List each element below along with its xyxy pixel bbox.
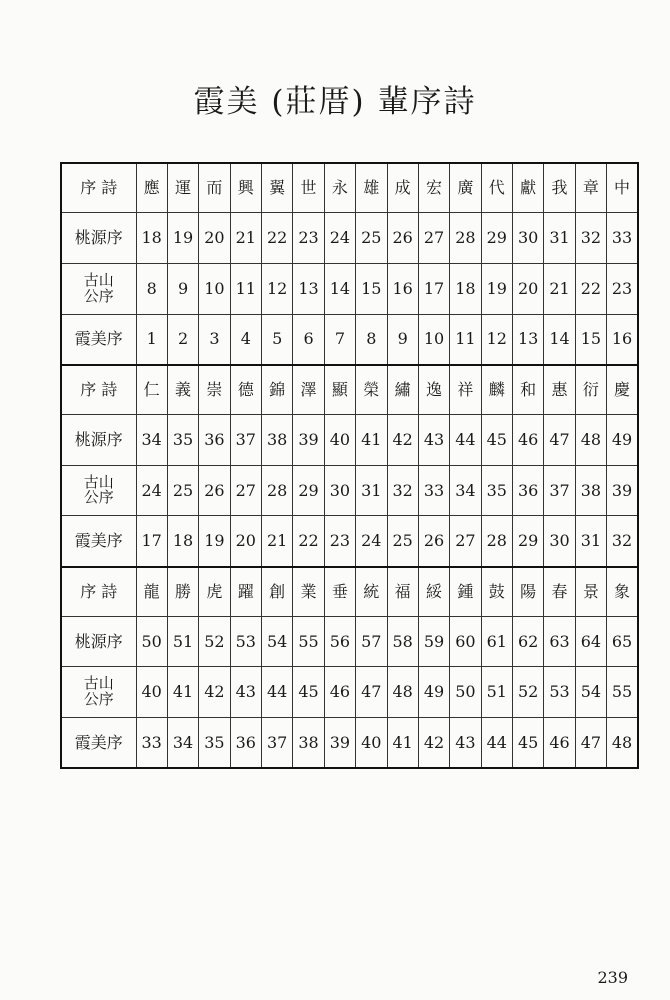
- generation-number-cell: 46: [513, 414, 544, 465]
- poem-character-cell: 惠: [544, 365, 575, 415]
- generation-number-cell: 25: [167, 465, 198, 516]
- poem-character-cell: 躍: [230, 567, 261, 617]
- poem-character-cell: 宏: [418, 163, 449, 213]
- generation-number-cell: 8: [136, 263, 167, 314]
- row-label: 霞美序: [61, 718, 136, 769]
- generation-number-cell: 35: [481, 465, 512, 516]
- generation-number-cell: 24: [324, 213, 355, 264]
- poem-character-cell: 繡: [387, 365, 418, 415]
- poem-character-cell: 業: [293, 567, 324, 617]
- poem-character-cell: 勝: [167, 567, 198, 617]
- generation-number-cell: 11: [230, 263, 261, 314]
- poem-character-cell: 世: [293, 163, 324, 213]
- generation-number-cell: 32: [607, 516, 638, 567]
- generation-number-cell: 55: [293, 616, 324, 667]
- generation-number-cell: 14: [544, 314, 575, 365]
- generation-number-cell: 50: [450, 667, 481, 718]
- generation-number-cell: 51: [481, 667, 512, 718]
- generation-number-cell: 52: [513, 667, 544, 718]
- generation-number-cell: 30: [324, 465, 355, 516]
- generation-number-cell: 28: [262, 465, 293, 516]
- poem-character-cell: 代: [481, 163, 512, 213]
- poem-character-cell: 和: [513, 365, 544, 415]
- generation-number-cell: 23: [293, 213, 324, 264]
- poem-character-cell: 廣: [450, 163, 481, 213]
- row-label: 桃源序: [61, 414, 136, 465]
- generation-number-cell: 18: [167, 516, 198, 567]
- row-label: 霞美序: [61, 516, 136, 567]
- generation-number-cell: 58: [387, 616, 418, 667]
- generation-number-cell: 9: [167, 263, 198, 314]
- generation-number-cell: 6: [293, 314, 324, 365]
- generation-number-cell: 17: [418, 263, 449, 314]
- generation-number-cell: 42: [199, 667, 230, 718]
- generation-number-cell: 47: [356, 667, 387, 718]
- poem-character-cell: 垂: [324, 567, 355, 617]
- poem-character-cell: 而: [199, 163, 230, 213]
- row-label: 序 詩: [61, 163, 136, 213]
- generation-number-cell: 25: [356, 213, 387, 264]
- generation-number-cell: 44: [450, 414, 481, 465]
- poem-character-cell: 獻: [513, 163, 544, 213]
- generation-number-cell: 42: [387, 414, 418, 465]
- generation-number-cell: 1: [136, 314, 167, 365]
- generation-number-cell: 38: [262, 414, 293, 465]
- generation-number-cell: 28: [481, 516, 512, 567]
- generation-number-cell: 21: [262, 516, 293, 567]
- generation-number-cell: 65: [607, 616, 638, 667]
- generation-number-cell: 34: [167, 718, 198, 769]
- poem-character-cell: 我: [544, 163, 575, 213]
- generation-number-cell: 10: [418, 314, 449, 365]
- generation-number-cell: 7: [324, 314, 355, 365]
- generation-number-cell: 5: [262, 314, 293, 365]
- generation-number-cell: 44: [481, 718, 512, 769]
- generation-number-cell: 3: [199, 314, 230, 365]
- poem-character-cell: 鼓: [481, 567, 512, 617]
- taoyuan-order-row: [61, 414, 638, 465]
- generation-number-cell: 41: [387, 718, 418, 769]
- poem-character-cell: 錦: [262, 365, 293, 415]
- page-number: 239: [597, 968, 628, 987]
- generation-number-cell: 47: [544, 414, 575, 465]
- generation-number-cell: 42: [418, 718, 449, 769]
- generation-number-cell: 61: [481, 616, 512, 667]
- poem-character-cell: 德: [230, 365, 261, 415]
- generation-number-cell: 31: [575, 516, 606, 567]
- generation-number-cell: 23: [324, 516, 355, 567]
- generation-number-cell: 12: [481, 314, 512, 365]
- poem-character-cell: 創: [262, 567, 293, 617]
- generation-number-cell: 27: [450, 516, 481, 567]
- generation-number-cell: 43: [450, 718, 481, 769]
- generation-number-cell: 33: [136, 718, 167, 769]
- generation-number-cell: 39: [324, 718, 355, 769]
- row-label: 序 詩: [61, 365, 136, 415]
- poem-character-cell: 逸: [418, 365, 449, 415]
- generation-number-cell: 55: [607, 667, 638, 718]
- generation-number-cell: 45: [293, 667, 324, 718]
- generation-number-cell: 43: [418, 414, 449, 465]
- generation-number-cell: 30: [513, 213, 544, 264]
- gushan-order-row: [61, 667, 638, 718]
- gushan-order-row: [61, 263, 638, 314]
- generation-number-cell: 15: [356, 263, 387, 314]
- generation-number-cell: 20: [230, 516, 261, 567]
- generation-number-cell: 29: [293, 465, 324, 516]
- generation-number-cell: 29: [513, 516, 544, 567]
- poem-character-cell: 榮: [356, 365, 387, 415]
- generation-number-cell: 32: [387, 465, 418, 516]
- generation-number-cell: 18: [136, 213, 167, 264]
- generation-number-cell: 47: [575, 718, 606, 769]
- generation-number-cell: 53: [544, 667, 575, 718]
- poem-character-cell: 雄: [356, 163, 387, 213]
- generation-number-cell: 41: [356, 414, 387, 465]
- generation-number-cell: 48: [575, 414, 606, 465]
- generation-number-cell: 19: [199, 516, 230, 567]
- generation-number-cell: 40: [356, 718, 387, 769]
- generation-number-cell: 45: [481, 414, 512, 465]
- generation-number-cell: 38: [575, 465, 606, 516]
- generation-number-cell: 34: [450, 465, 481, 516]
- generation-number-cell: 48: [387, 667, 418, 718]
- generation-number-cell: 27: [230, 465, 261, 516]
- generation-number-cell: 52: [199, 616, 230, 667]
- generation-number-cell: 23: [607, 263, 638, 314]
- row-label: 古山 公序: [61, 263, 136, 314]
- generation-number-cell: 28: [450, 213, 481, 264]
- poem-character-cell: 興: [230, 163, 261, 213]
- poem-character-cell: 衍: [575, 365, 606, 415]
- generation-number-cell: 29: [481, 213, 512, 264]
- row-label: 桃源序: [61, 616, 136, 667]
- generation-number-cell: 16: [387, 263, 418, 314]
- generation-number-cell: 8: [356, 314, 387, 365]
- generation-number-cell: 22: [262, 213, 293, 264]
- generation-poem-table: [60, 162, 639, 769]
- taoyuan-order-row: [61, 616, 638, 667]
- generation-number-cell: 38: [293, 718, 324, 769]
- generation-number-cell: 62: [513, 616, 544, 667]
- generation-number-cell: 25: [387, 516, 418, 567]
- poem-character-cell: 麟: [481, 365, 512, 415]
- generation-number-cell: 26: [387, 213, 418, 264]
- generation-number-cell: 30: [544, 516, 575, 567]
- generation-number-cell: 19: [167, 213, 198, 264]
- poem-character-cell: 春: [544, 567, 575, 617]
- generation-number-cell: 56: [324, 616, 355, 667]
- generation-number-cell: 14: [324, 263, 355, 314]
- poem-character-cell: 中: [607, 163, 638, 213]
- poem-character-cell: 虎: [199, 567, 230, 617]
- generation-number-cell: 17: [136, 516, 167, 567]
- generation-number-cell: 37: [230, 414, 261, 465]
- generation-number-cell: 24: [356, 516, 387, 567]
- generation-number-cell: 64: [575, 616, 606, 667]
- generation-number-cell: 26: [199, 465, 230, 516]
- generation-number-cell: 33: [607, 213, 638, 264]
- generation-number-cell: 44: [262, 667, 293, 718]
- poem-row: [61, 365, 638, 415]
- generation-number-cell: 24: [136, 465, 167, 516]
- generation-number-cell: 48: [607, 718, 638, 769]
- generation-number-cell: 21: [544, 263, 575, 314]
- generation-number-cell: 2: [167, 314, 198, 365]
- generation-number-cell: 63: [544, 616, 575, 667]
- generation-number-cell: 37: [262, 718, 293, 769]
- generation-number-cell: 40: [136, 667, 167, 718]
- poem-character-cell: 福: [387, 567, 418, 617]
- row-label: 桃源序: [61, 213, 136, 264]
- generation-number-cell: 27: [418, 213, 449, 264]
- page-title: 霞美 (莊厝) 輩序詩: [193, 84, 477, 120]
- poem-character-cell: 象: [607, 567, 638, 617]
- generation-number-cell: 19: [481, 263, 512, 314]
- poem-character-cell: 慶: [607, 365, 638, 415]
- xiamei-order-row: [61, 516, 638, 567]
- taoyuan-order-row: [61, 213, 638, 264]
- poem-character-cell: 澤: [293, 365, 324, 415]
- generation-number-cell: 33: [418, 465, 449, 516]
- generation-number-cell: 31: [544, 213, 575, 264]
- generation-number-cell: 13: [293, 263, 324, 314]
- generation-number-cell: 22: [575, 263, 606, 314]
- generation-number-cell: 13: [513, 314, 544, 365]
- generation-number-cell: 21: [230, 213, 261, 264]
- generation-number-cell: 57: [356, 616, 387, 667]
- row-label: 古山 公序: [61, 667, 136, 718]
- generation-number-cell: 22: [293, 516, 324, 567]
- generation-number-cell: 37: [544, 465, 575, 516]
- generation-number-cell: 54: [575, 667, 606, 718]
- generation-number-cell: 18: [450, 263, 481, 314]
- xiamei-order-row: [61, 718, 638, 769]
- generation-number-cell: 35: [199, 718, 230, 769]
- generation-number-cell: 15: [575, 314, 606, 365]
- generation-number-cell: 26: [418, 516, 449, 567]
- poem-character-cell: 運: [167, 163, 198, 213]
- poem-character-cell: 章: [575, 163, 606, 213]
- generation-number-cell: 10: [199, 263, 230, 314]
- generation-number-cell: 49: [607, 414, 638, 465]
- generation-number-cell: 40: [324, 414, 355, 465]
- generation-number-cell: 31: [356, 465, 387, 516]
- generation-number-cell: 36: [199, 414, 230, 465]
- poem-character-cell: 崇: [199, 365, 230, 415]
- generation-number-cell: 43: [230, 667, 261, 718]
- generation-number-cell: 53: [230, 616, 261, 667]
- generation-number-cell: 45: [513, 718, 544, 769]
- poem-row: [61, 163, 638, 213]
- generation-number-cell: 39: [607, 465, 638, 516]
- generation-number-cell: 41: [167, 667, 198, 718]
- poem-character-cell: 義: [167, 365, 198, 415]
- row-label: 序 詩: [61, 567, 136, 617]
- generation-number-cell: 34: [136, 414, 167, 465]
- row-label: 古山 公序: [61, 465, 136, 516]
- poem-character-cell: 永: [324, 163, 355, 213]
- poem-character-cell: 翼: [262, 163, 293, 213]
- poem-character-cell: 景: [575, 567, 606, 617]
- generation-number-cell: 59: [418, 616, 449, 667]
- generation-number-cell: 39: [293, 414, 324, 465]
- generation-number-cell: 36: [230, 718, 261, 769]
- xiamei-order-row: [61, 314, 638, 365]
- gushan-order-row: [61, 465, 638, 516]
- poem-character-cell: 應: [136, 163, 167, 213]
- poem-character-cell: 仁: [136, 365, 167, 415]
- generation-number-cell: 36: [513, 465, 544, 516]
- poem-character-cell: 綏: [418, 567, 449, 617]
- poem-character-cell: 顯: [324, 365, 355, 415]
- generation-number-cell: 35: [167, 414, 198, 465]
- poem-character-cell: 陽: [513, 567, 544, 617]
- generation-number-cell: 11: [450, 314, 481, 365]
- row-label: 霞美序: [61, 314, 136, 365]
- generation-number-cell: 46: [544, 718, 575, 769]
- generation-number-cell: 49: [418, 667, 449, 718]
- generation-number-cell: 50: [136, 616, 167, 667]
- generation-number-cell: 12: [262, 263, 293, 314]
- generation-number-cell: 51: [167, 616, 198, 667]
- generation-number-cell: 20: [199, 213, 230, 264]
- generation-number-cell: 32: [575, 213, 606, 264]
- generation-poem-table-container: [60, 162, 637, 769]
- generation-number-cell: 20: [513, 263, 544, 314]
- poem-row: [61, 567, 638, 617]
- generation-number-cell: 60: [450, 616, 481, 667]
- generation-number-cell: 46: [324, 667, 355, 718]
- poem-character-cell: 統: [356, 567, 387, 617]
- generation-number-cell: 16: [607, 314, 638, 365]
- poem-character-cell: 成: [387, 163, 418, 213]
- poem-character-cell: 鍾: [450, 567, 481, 617]
- generation-number-cell: 4: [230, 314, 261, 365]
- generation-number-cell: 54: [262, 616, 293, 667]
- generation-number-cell: 9: [387, 314, 418, 365]
- poem-character-cell: 祥: [450, 365, 481, 415]
- poem-character-cell: 龍: [136, 567, 167, 617]
